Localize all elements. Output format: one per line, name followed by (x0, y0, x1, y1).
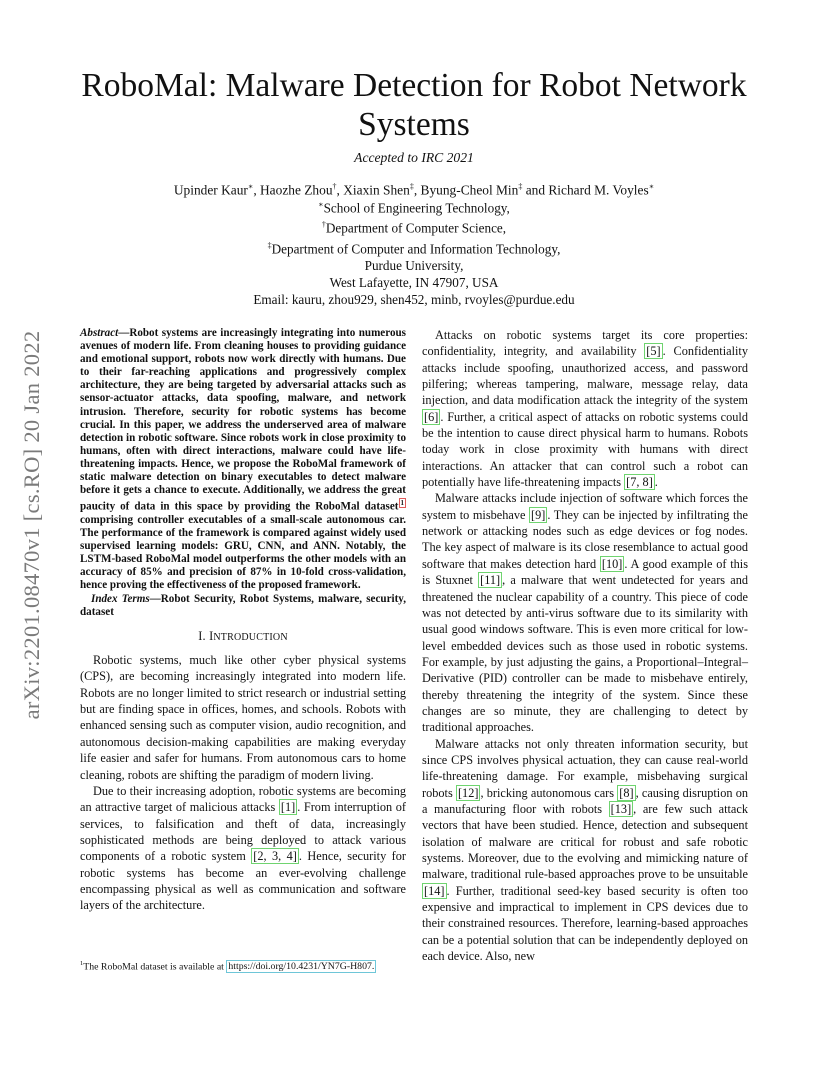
footnote (80, 960, 420, 972)
index-terms-text: —Robot Security, Robot Systems, malware, security, dataset (80, 592, 406, 618)
paragraph-text: . They can be injected by infiltrating the network or attacking nodes such as edge devices or fog nodes. The key aspect of malware is its close resemblance to actual good software that makes detection hard (422, 507, 748, 571)
citation-link[interactable]: [14] (424, 883, 445, 898)
paragraph-text: . Further, a critical aspect of attacks on robotic systems could be the intention to cause direct physical harm to humans. Robots today work in close proximity with humans with direct interactions. An attacker that can control such a robot can potentially have life-threatening impacts (422, 409, 748, 490)
paragraph-text: . (654, 475, 658, 490)
paragraph (422, 327, 748, 490)
citation-link[interactable]: [11] (480, 573, 501, 588)
paragraph (422, 736, 748, 965)
left-column (80, 327, 406, 914)
author-mark: ∗ (247, 182, 254, 191)
section-heading (80, 628, 406, 646)
author-emails: Email: kauru, zhou929, shen452, minb, rvoyles@purdue.edu (253, 292, 575, 308)
index-terms (80, 593, 406, 619)
index-terms-label: Index Terms (91, 592, 150, 605)
paragraph-text: Due to their increasing adoption, robotic systems are becoming an attractive target of malicious attacks (80, 783, 406, 815)
author-name: Haozhe Zhou (260, 182, 333, 198)
right-column (422, 327, 748, 964)
citation-link[interactable]: [5] (646, 344, 661, 359)
author-name: Xiaxin Shen (343, 182, 410, 198)
author-separator: , (336, 182, 344, 198)
paragraph-text: Malware attacks not only threaten information security, but since CPS involves physical actuation, they can cause real-world life-threatening damage. For example, misbehaving surgical robots (422, 736, 748, 800)
citation-link[interactable]: [2, 3, 4] (253, 849, 297, 864)
author-mark: ‡ (518, 182, 523, 191)
citation-link[interactable]: [10] (601, 556, 623, 571)
citation-link[interactable]: [1] (280, 800, 296, 815)
affiliation-text: School of Engineering Technology, (323, 200, 510, 216)
arxiv-sidebar (12, 285, 52, 765)
citation-link[interactable]: [9] (531, 507, 546, 522)
paragraph-text: . Hence, security for robotic systems has become an ever-evolving challenge encompassing physical as well as communication and software layers of the architecture. (80, 849, 406, 913)
affiliation-line (60, 196, 768, 216)
paragraph-text: , causing disruption on a manufacturing floor with robots (422, 785, 748, 816)
paragraph: Robotic systems, much like other cyber physical systems (CPS), are becoming increasingly integrated into modern life. Robots are no longer limited to strict research or industrial setting but are finding space in offices, homes, and schools. Robots with enhanced sensing such as computer vision, audio recognition, and autonomous decision-making capabilities are making everyday life easier and safer for humans. From autonomous cars to home cleaning, robots are shifting the paradigm of modern living. (80, 653, 406, 782)
author-name: Byung-Cheol Min (420, 182, 519, 198)
paragraph (80, 783, 406, 914)
paragraph-text: , bricking autonomous cars (480, 785, 618, 800)
arxiv-identifier: arXiv:2201.08470v1 [cs.RO] 20 Jan 2022 (19, 330, 44, 720)
citation-link[interactable]: [12] (457, 785, 479, 800)
dataset-url-link[interactable]: https://doi.org/10.4231/YN7G-H807. (228, 961, 375, 973)
affiliation-mark: ∗ (318, 200, 324, 209)
affiliation-text: Department of Computer Science, (325, 220, 507, 236)
section-number: I. (198, 628, 210, 643)
accepted-note: Accepted to IRC 2021 (354, 150, 474, 165)
section-title-rest: NTRODUCTION (213, 631, 288, 643)
citation-link[interactable]: [7, 8] (626, 475, 653, 490)
abstract (80, 327, 406, 593)
footnote-mark: 1 (80, 960, 84, 967)
affiliation-mark: † (321, 220, 326, 230)
paragraph-text: , a malware that went undetected for years and threatened the nuclear capability of a country. This piece of code was not detected by anti-virus software due to its similarity with usual good windows software. This is even more critical for low-level embedded devices such as those used in robotic systems. For example, by just adjusting the gains, a Proportional–Integral–Derivative (PID) controller can be made to misbehave entirely, thereby threatening the integrity of the system. Since these changes are so minute, they are challenging to detect by traditional approaches. (422, 573, 748, 735)
affiliation-text: Department of Computer and Information Technology, (271, 241, 561, 257)
affiliation-line: Purdue University, (364, 258, 464, 274)
citation-link[interactable]: [6] (424, 409, 439, 424)
author-name: Upinder Kaur (173, 182, 248, 198)
author-separator: , (253, 182, 261, 198)
section-initial: I (209, 628, 214, 643)
footnote-link[interactable]: 1 (400, 499, 404, 508)
author-separator: and (522, 182, 549, 198)
paragraph-text: Malware attacks include injection of software which forces the system to misbehave (422, 491, 748, 522)
footnote-text: The RoboMal dataset is available at (83, 961, 227, 973)
affiliation-line: West Lafayette, IN 47907, USA (329, 275, 499, 291)
author-mark: † (332, 182, 337, 191)
paragraph-text: . Further, traditional seed-key based security is often too expensive and impractical to implement in CPS devices due to their constrained resources. Therefore, learning-based approaches can be a potential solution that can be independently deployed on each device. Also, new (422, 883, 748, 964)
citation-link[interactable]: [13] (610, 801, 632, 816)
abstract-text: comprising controller executables of a small-scale autonomous car. The performance of the framework is compared against widely used supervised learning models: GRU, CNN, and ANN. Notably, the LSTM-based RoboMal model outperforms the other models with an accuracy of 85% and precision of 87% in 10-fold cross-validation, hence proving the effectiveness of the proposed framework. (80, 514, 406, 592)
author-mark: ∗ (648, 182, 655, 191)
author-separator: , (413, 182, 421, 198)
abstract-text: —Robot systems are increasingly integrating into numerous avenues of modern life. From cleaning houses to providing guidance and emotional support, robots now work directly with humans. Due to their far-reaching applications and progressively complex architecture, they are being targeted by adversarial attacks such as sensor-actuator attacks, data spoofing, malware, and network intrusion. Therefore, security for robotic systems has become crucial. In this paper, we address the underserved area of malware detection in robotic software. Since robots work in close proximity to humans, often with direct interactions, malware could have life-threatening impacts. Hence, we propose the RoboMal framework of static malware detection on binary executables to detect malware before it gets a chance to execute. Additionally, we address the great paucity of data in this space by providing the RoboMal dataset (80, 327, 406, 513)
citation-link[interactable]: [8] (619, 785, 634, 800)
paragraph-text: . Confidentiality attacks include spoofing, unauthorized access, and password pilfering; whereas tampering, malware, message relay, data injection, and data modification attack the integrity of the system (422, 344, 748, 408)
author-mark: ‡ (409, 182, 414, 191)
abstract-label: Abstract (80, 327, 119, 339)
paragraph-text: , are few such attack vectors that have been studied. Hence, detection and subsequent isolation of malware are critical for robust and safe robotic systems. Moreover, due to the evolving and mimicking nature of malware, traditional rule-based approaches prove to be unsuitable (422, 801, 748, 882)
paper-title: RoboMal: Malware Detection for Robot Network Systems (81, 67, 747, 143)
affiliation-mark: ‡ (267, 240, 272, 250)
paragraph-text: Attacks on robotic systems target its core properties: confidentiality, integrity, and availability (422, 328, 748, 359)
paragraph (422, 490, 748, 735)
affiliations (60, 196, 768, 308)
paragraph-text: . A good example of this is Stuxnet (422, 556, 748, 588)
affiliation-line (60, 237, 768, 257)
affiliation-line (60, 216, 768, 236)
paragraph-text: . From interruption of services, to falsification and theft of data, increasingly sophisticated methods are being deployed to attack various components of a robotic system (80, 800, 406, 864)
author-name: Richard M. Voyles (548, 182, 649, 198)
